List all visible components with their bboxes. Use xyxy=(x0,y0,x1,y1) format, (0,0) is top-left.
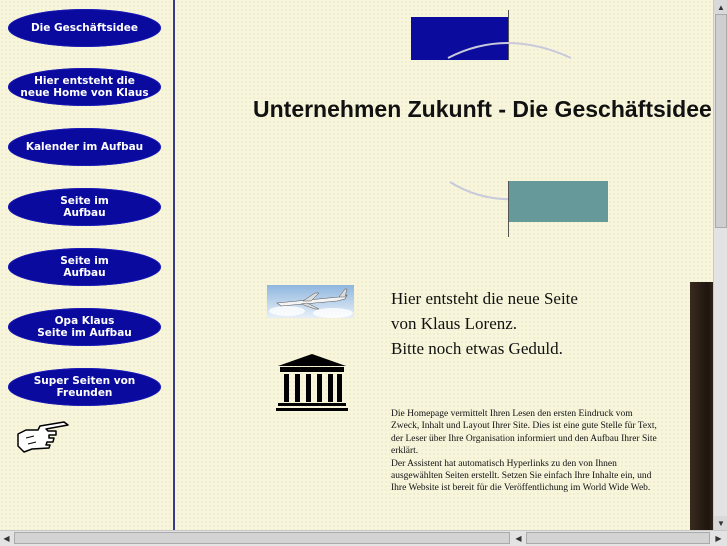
scroll-down-button[interactable]: ▼ xyxy=(714,516,727,530)
intro-text xyxy=(391,286,578,361)
nav-button-geschaeftsidee[interactable]: Die Geschäftsidee xyxy=(8,9,161,47)
decor-arc-top xyxy=(446,36,576,66)
nav-button-home-klaus[interactable]: Hier entsteht die neue Home von Klaus xyxy=(8,68,161,106)
vertical-scroll-thumb[interactable] xyxy=(715,14,727,228)
decor-teal-block xyxy=(508,181,608,222)
horizontal-scrollbar-nav[interactable] xyxy=(0,530,512,546)
decor-line-bottom xyxy=(508,181,509,237)
scroll-right-button-main[interactable]: ▶ xyxy=(715,534,722,543)
body-text xyxy=(391,408,661,495)
intro-line-1: Hier entsteht die neue Seite xyxy=(391,289,578,308)
scroll-left-button-main[interactable]: ◀ xyxy=(515,534,522,543)
nav-button-opa-klaus[interactable]: Opa Klaus Seite im Aufbau xyxy=(8,308,161,346)
nav-button-freunde[interactable]: Super Seiten von Freunden xyxy=(8,368,161,406)
horizontal-scroll-thumb-nav[interactable] xyxy=(14,532,510,544)
pointing-hand-icon xyxy=(16,418,70,454)
nav-button-seite-1[interactable]: Seite im Aufbau xyxy=(8,188,161,226)
scroll-up-button[interactable]: ▲ xyxy=(714,0,727,14)
page-title: Unternehmen Zukunft - Die Geschäftsidee xyxy=(253,96,712,122)
airplane-icon xyxy=(267,285,354,318)
intro-line-3: Bitte noch etwas Geduld. xyxy=(391,339,563,358)
temple-icon xyxy=(276,352,348,412)
body-paragraph-2: Der Assistent hat automatisch Hyperlinks zu den von Ihnen ausgewählten Seiten erstellt. Setzen Sie einfach Ihre Inhalte ein, und Ihre Website ist bereit für die Veröffentlichung im World Wide Web. xyxy=(391,458,652,494)
nav-button-kalender[interactable]: Kalender im Aufbau xyxy=(8,128,161,166)
body-paragraph-1: Die Homepage vermittelt Ihren Lesen den ersten Eindruck vom Zweck, Inhalt und Layout Ihrer Site. Dies ist eine gute Stelle für Text, der Leser über Ihre Organisation informiert und den Aufbau Ihrer Site erklärt. xyxy=(391,409,657,457)
horizontal-scroll-thumb-main[interactable] xyxy=(526,532,710,544)
navigation-frame xyxy=(0,0,175,530)
intro-line-2: von Klaus Lorenz. xyxy=(391,314,518,333)
main-frame xyxy=(176,0,713,530)
horizontal-scrollbar-main[interactable] xyxy=(512,530,727,546)
photo-image xyxy=(690,282,713,530)
scroll-left-button[interactable]: ◀ xyxy=(3,534,10,543)
nav-button-seite-2[interactable]: Seite im Aufbau xyxy=(8,248,161,286)
vertical-scrollbar[interactable] xyxy=(713,0,727,530)
